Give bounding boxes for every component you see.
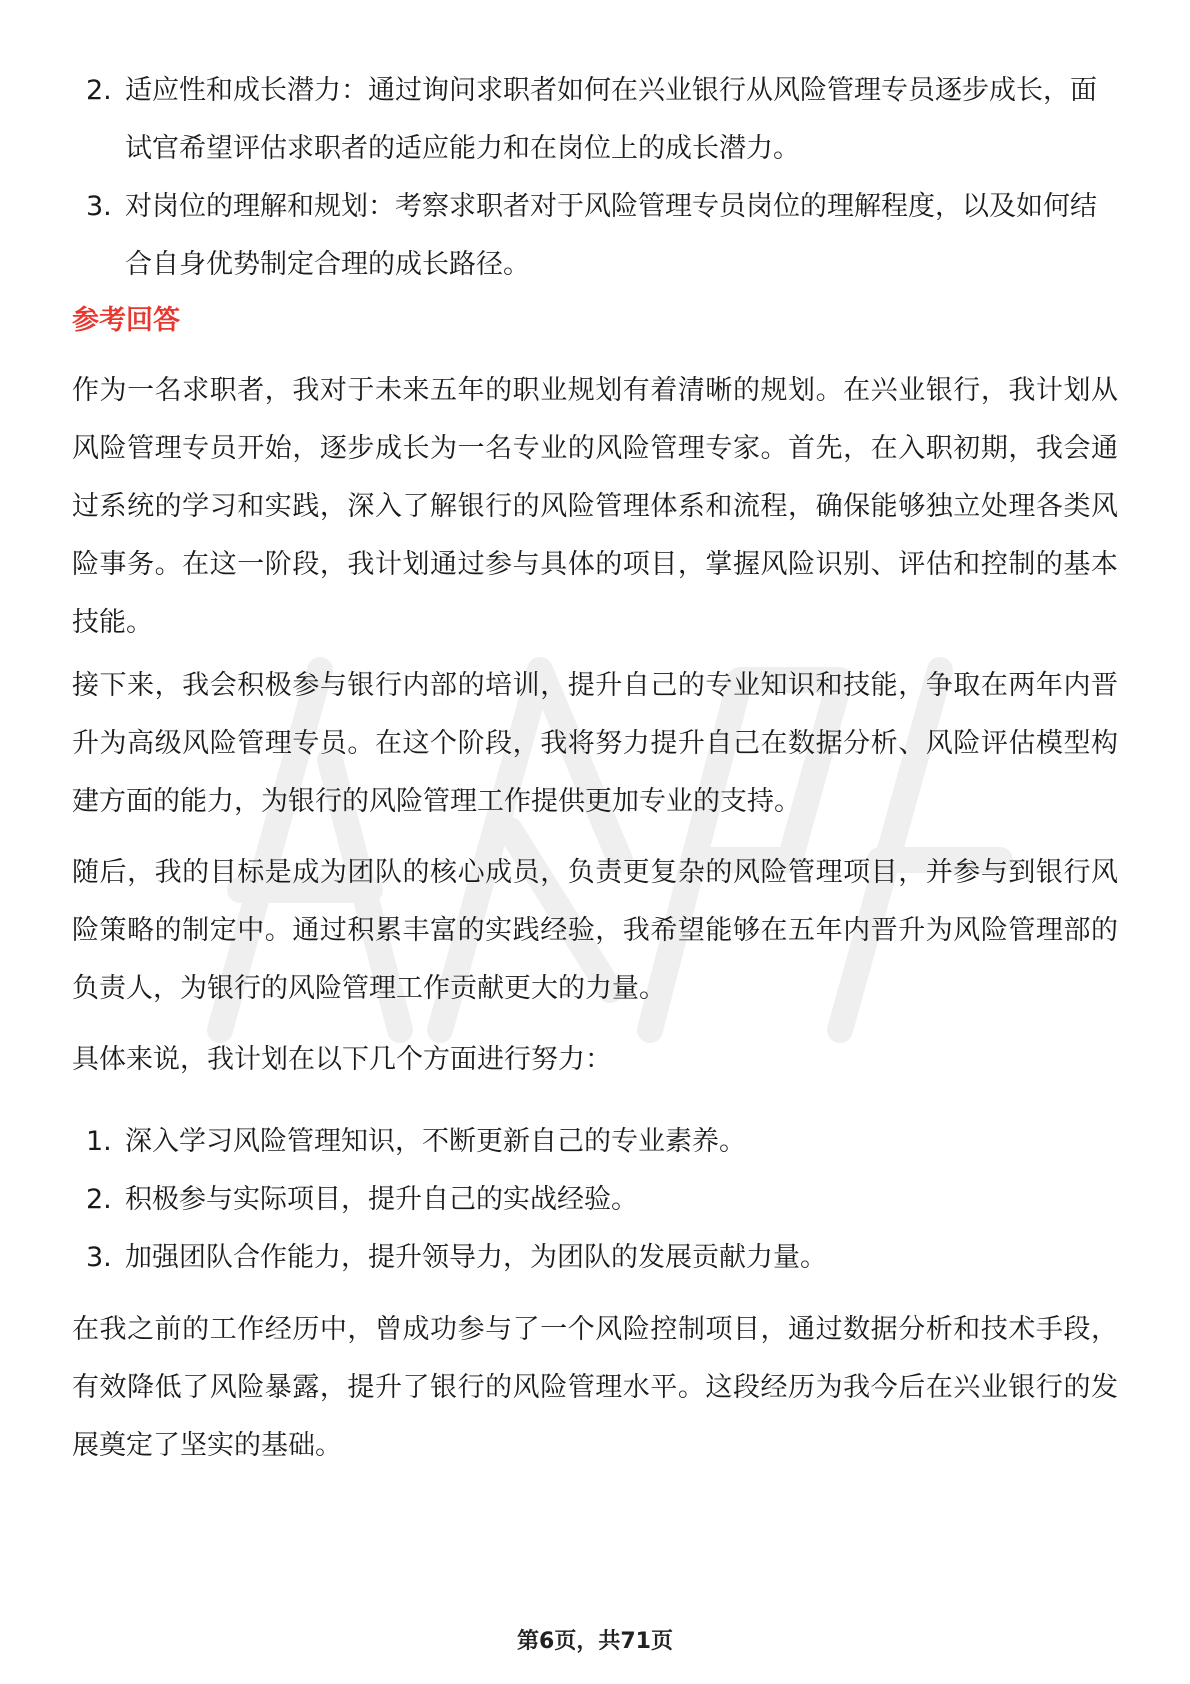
list-number: 2.: [86, 75, 112, 106]
list-item: [72, 1171, 1118, 1229]
paragraph: 接下来，我会积极参与银行内部的培训，提升自己的专业知识和技能，争取在两年内晋升为高级风险管理专员。在这个阶段，我将努力提升自己在数据分析、风险评估模型构建方面的能力，为银行的风险管理工作提供更加专业的支持。: [72, 670, 1118, 817]
list-text: 对岗位的理解和规划：考察求职者对于风险管理专员岗位的理解程度，以及如何结合自身优势制定合理的成长路径。: [125, 191, 1097, 280]
paragraph: 具体来说，我计划在以下几个方面进行努力：: [72, 1044, 612, 1075]
list-text: 适应性和成长潜力：通过询问求职者如何在兴业银行从风险管理专员逐步成长，面试官希望评估求职者的适应能力和在岗位上的成长潜力。: [125, 75, 1097, 164]
plan-numbered-list: [72, 1113, 1118, 1287]
list-item: [72, 62, 1118, 178]
page-footer: 第6页，共71页: [517, 1629, 673, 1654]
list-number: 3.: [86, 191, 112, 222]
list-text: 加强团队合作能力，提升领导力，为团队的发展贡献力量。: [125, 1242, 827, 1273]
list-number: 1.: [86, 1126, 112, 1157]
paragraph: 作为一名求职者，我对于未来五年的职业规划有着清晰的规划。在兴业银行，我计划从风险管理专员开始，逐步成长为一名专业的风险管理专家。首先，在入职初期，我会通过系统的学习和实践，深入了解银行的风险管理体系和流程，确保能够独立处理各类风险事务。在这一阶段，我计划通过参与具体的项目，掌握风险识别、评估和控制的基本技能。: [72, 375, 1118, 638]
list-item: [72, 1229, 1118, 1287]
top-numbered-list: [72, 62, 1118, 294]
list-number: 3.: [86, 1242, 112, 1273]
paragraph: 随后，我的目标是成为团队的核心成员，负责更复杂的风险管理项目，并参与到银行风险策略的制定中。通过积累丰富的实践经验，我希望能够在五年内晋升为风险管理部的负责人，为银行的风险管理工作贡献更大的力量。: [72, 857, 1118, 1004]
closing-paragraph: 在我之前的工作经历中，曾成功参与了一个风险控制项目，通过数据分析和技术手段，有效降低了风险暴露，提升了银行的风险管理水平。这段经历为我今后在兴业银行的发展奠定了坚实的基础。: [72, 1314, 1118, 1461]
list-item: [72, 178, 1118, 294]
list-number: 2.: [86, 1184, 112, 1215]
list-item: [72, 1113, 1118, 1171]
section-heading: 参考回答: [72, 305, 180, 336]
list-text: 深入学习风险管理知识，不断更新自己的专业素养。: [125, 1126, 746, 1157]
list-text: 积极参与实际项目，提升自己的实战经验。: [125, 1184, 638, 1215]
